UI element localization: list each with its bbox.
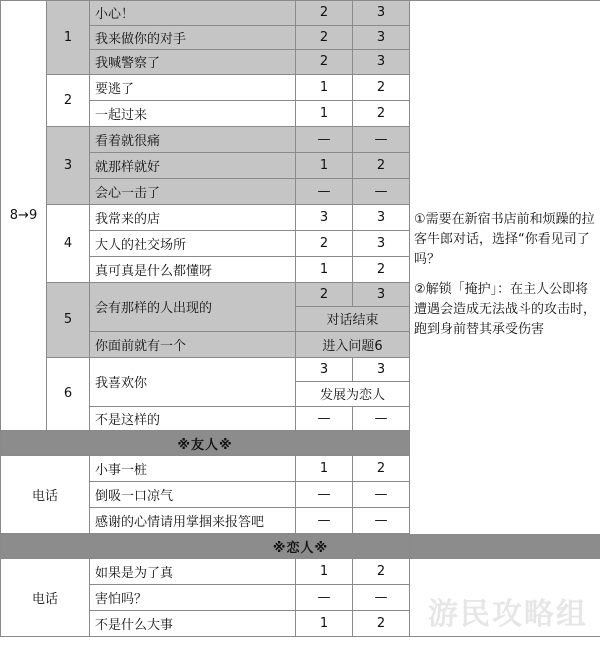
phone-label: 电话 [1,559,90,637]
question-number: 4 [47,204,90,282]
affinity-value-a: — [296,126,353,152]
affinity-value-a: 2 [296,282,353,307]
empty-cell [410,559,600,637]
affinity-value-b: 2 [353,456,410,482]
affinity-value-a: 1 [296,74,353,100]
affinity-value-b: 2 [353,559,410,585]
affinity-value-a: 2 [296,50,353,75]
affinity-value-b: 2 [353,74,410,100]
affinity-value-b: — [353,585,410,611]
answer-option: 倒吸一口凉气 [90,482,296,508]
affinity-value-b: 3 [353,1,410,26]
result-text: 对话结束 [296,307,410,332]
affinity-value-b: 3 [353,50,410,75]
result-text: 进入问题6 [296,331,410,357]
affinity-value-b: 2 [353,611,410,637]
result-text: 发展为恋人 [296,382,410,407]
answer-option: 如果是为了真 [90,559,296,585]
affinity-value-b: 3 [353,204,410,230]
answer-option: 不是什么大事 [90,611,296,637]
affinity-value-a: 1 [296,256,353,282]
affinity-value-b: — [353,508,410,534]
affinity-value-a: 2 [296,25,353,50]
watermark-logo: 游民攻略组 [428,597,588,632]
affinity-value-a: 1 [296,100,353,126]
affinity-value-a: 2 [296,1,353,26]
answer-option: 我喜欢你 [90,357,296,406]
answer-option: 害怕吗？ [90,585,296,611]
affinity-value-a: — [296,482,353,508]
answer-option: 一起过来 [90,100,296,126]
affinity-value-b: 3 [353,282,410,307]
affinity-value-a: 1 [296,611,353,637]
section-title-lover: ※恋人※ [1,534,600,559]
section-header-row [1,534,600,559]
answer-option: 真可真是什么都懂呀 [90,256,296,282]
affinity-value-a: — [296,178,353,204]
affinity-value-b: — [353,178,410,204]
answer-option: 要逃了 [90,74,296,100]
affinity-value-b: 3 [353,25,410,50]
answer-option: 我常来的店 [90,204,296,230]
answer-option: 看着就很痛 [90,126,296,152]
phone-label: 电话 [1,456,90,534]
question-number: 3 [47,126,90,204]
affinity-value-a: 1 [296,559,353,585]
affinity-value-b: — [353,126,410,152]
question-number: 5 [47,282,90,357]
note-cell [410,1,600,559]
question-number: 6 [47,357,90,431]
note-paragraph-1: ①需要在新宿书店前和烦躁的拉客牛郎对话，选择“你看见司了吗？ [414,211,595,267]
affinity-value-a: 3 [296,357,353,382]
question-number: 1 [47,1,90,75]
answer-option: 小心！ [90,1,296,26]
affinity-value-b: 3 [353,230,410,256]
answer-option: 会心一击了 [90,178,296,204]
affinity-value-b: 2 [353,256,410,282]
affinity-value-b: 3 [353,357,410,382]
answer-option: 就那样就好 [90,152,296,178]
answer-option: 大人的社交场所 [90,230,296,256]
answer-option: 我来做你的对手 [90,25,296,50]
section-title-friend: ※友人※ [1,431,410,456]
affinity-value-a: — [296,585,353,611]
answer-option: 你面前就有一个 [90,331,296,357]
affinity-value-b: — [353,482,410,508]
affinity-value-a: 1 [296,456,353,482]
affinity-value-b: 2 [353,100,410,126]
answer-option: 不是这样的 [90,406,296,431]
question-number: 2 [47,74,90,126]
stage-cell: 8→9 [1,1,47,431]
affinity-value-b: — [353,406,410,431]
answer-option: 我喊警察了 [90,50,296,75]
affinity-value-a: — [296,508,353,534]
affinity-value-b: 2 [353,152,410,178]
affinity-value-a: — [296,406,353,431]
answer-option: 会有那样的人出现的 [90,282,296,331]
answer-option: 小事一桩 [90,456,296,482]
table-row [1,559,600,585]
affinity-value-a: 2 [296,230,353,256]
note-paragraph-2: ②解锁「掩护」：在主人公即将遭遇会造成无法战斗的攻击时，跑到身前替其承受伤害 [414,281,597,337]
answer-option: 感谢的心情请用掌掴来报答吧 [90,508,296,534]
affinity-value-a: 3 [296,204,353,230]
affinity-value-a: 1 [296,152,353,178]
table-row [1,1,600,26]
